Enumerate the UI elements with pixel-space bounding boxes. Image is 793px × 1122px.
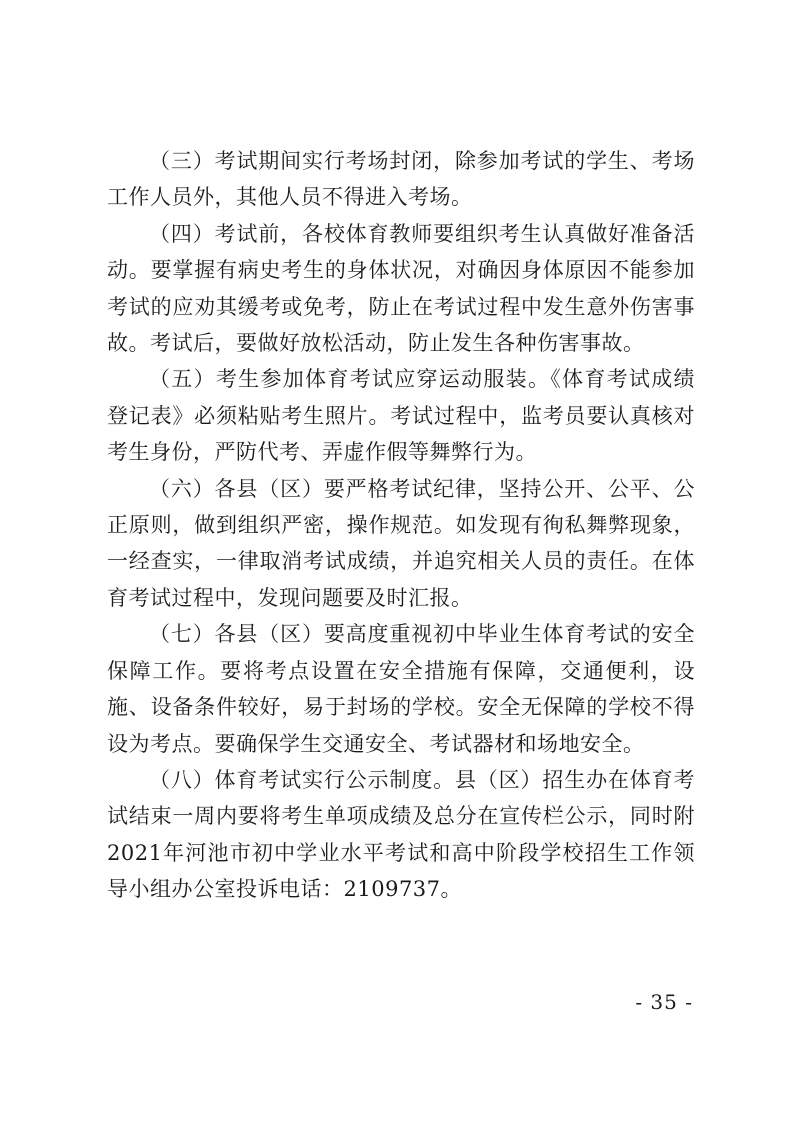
paragraph-6: （六）各县（区）要严格考试纪律，坚持公开、公平、公正原则，做到组织严密，操作规范。如发现有徇私舞弊现象，一经查实，一律取消考试成绩，并追究相关人员的责任。在体育考试过程中，发现问题要及时汇报。 [107, 476, 695, 610]
paragraph-8: （八）体育考试实行公示制度。县（区）招生办在体育考试结束一周内要将考生单项成绩及总分在宣传栏公示，同时附2021年河池市初中学业水平考试和高中阶段学校招生工作领导小组办公室投诉电话：2109737。 [107, 767, 695, 902]
document-body [107, 143, 695, 908]
page-number: - 35 - [635, 990, 693, 1014]
paragraph-7: （七）各县（区）要高度重视初中毕业生体育考试的安全保障工作。要将考点设置在安全措施有保障，交通便利，设施、设备条件较好，易于封场的学校。安全无保障的学校不得设为考点。要确保学生交通安全、考试器材和场地安全。 [107, 622, 695, 756]
paragraph-4: （四）考试前，各校体育教师要组织考生认真做好准备活动。要掌握有病史考生的身体状况，对确因身体原因不能参加考试的应劝其缓考或免考，防止在考试过程中发生意外伤害事故。考试后，要做好放松活动，防止发生各种伤害事故。 [107, 221, 695, 356]
paragraph-5: （五）考生参加体育考试应穿运动服装。《体育考试成绩登记表》必须粘贴考生照片。考试过程中，监考员要认真核对考生身份，严防代考、弄虚作假等舞弊行为。 [107, 367, 695, 465]
paragraph-3: （三）考试期间实行考场封闭，除参加考试的学生、考场工作人员外，其他人员不得进入考场。 [107, 149, 695, 210]
